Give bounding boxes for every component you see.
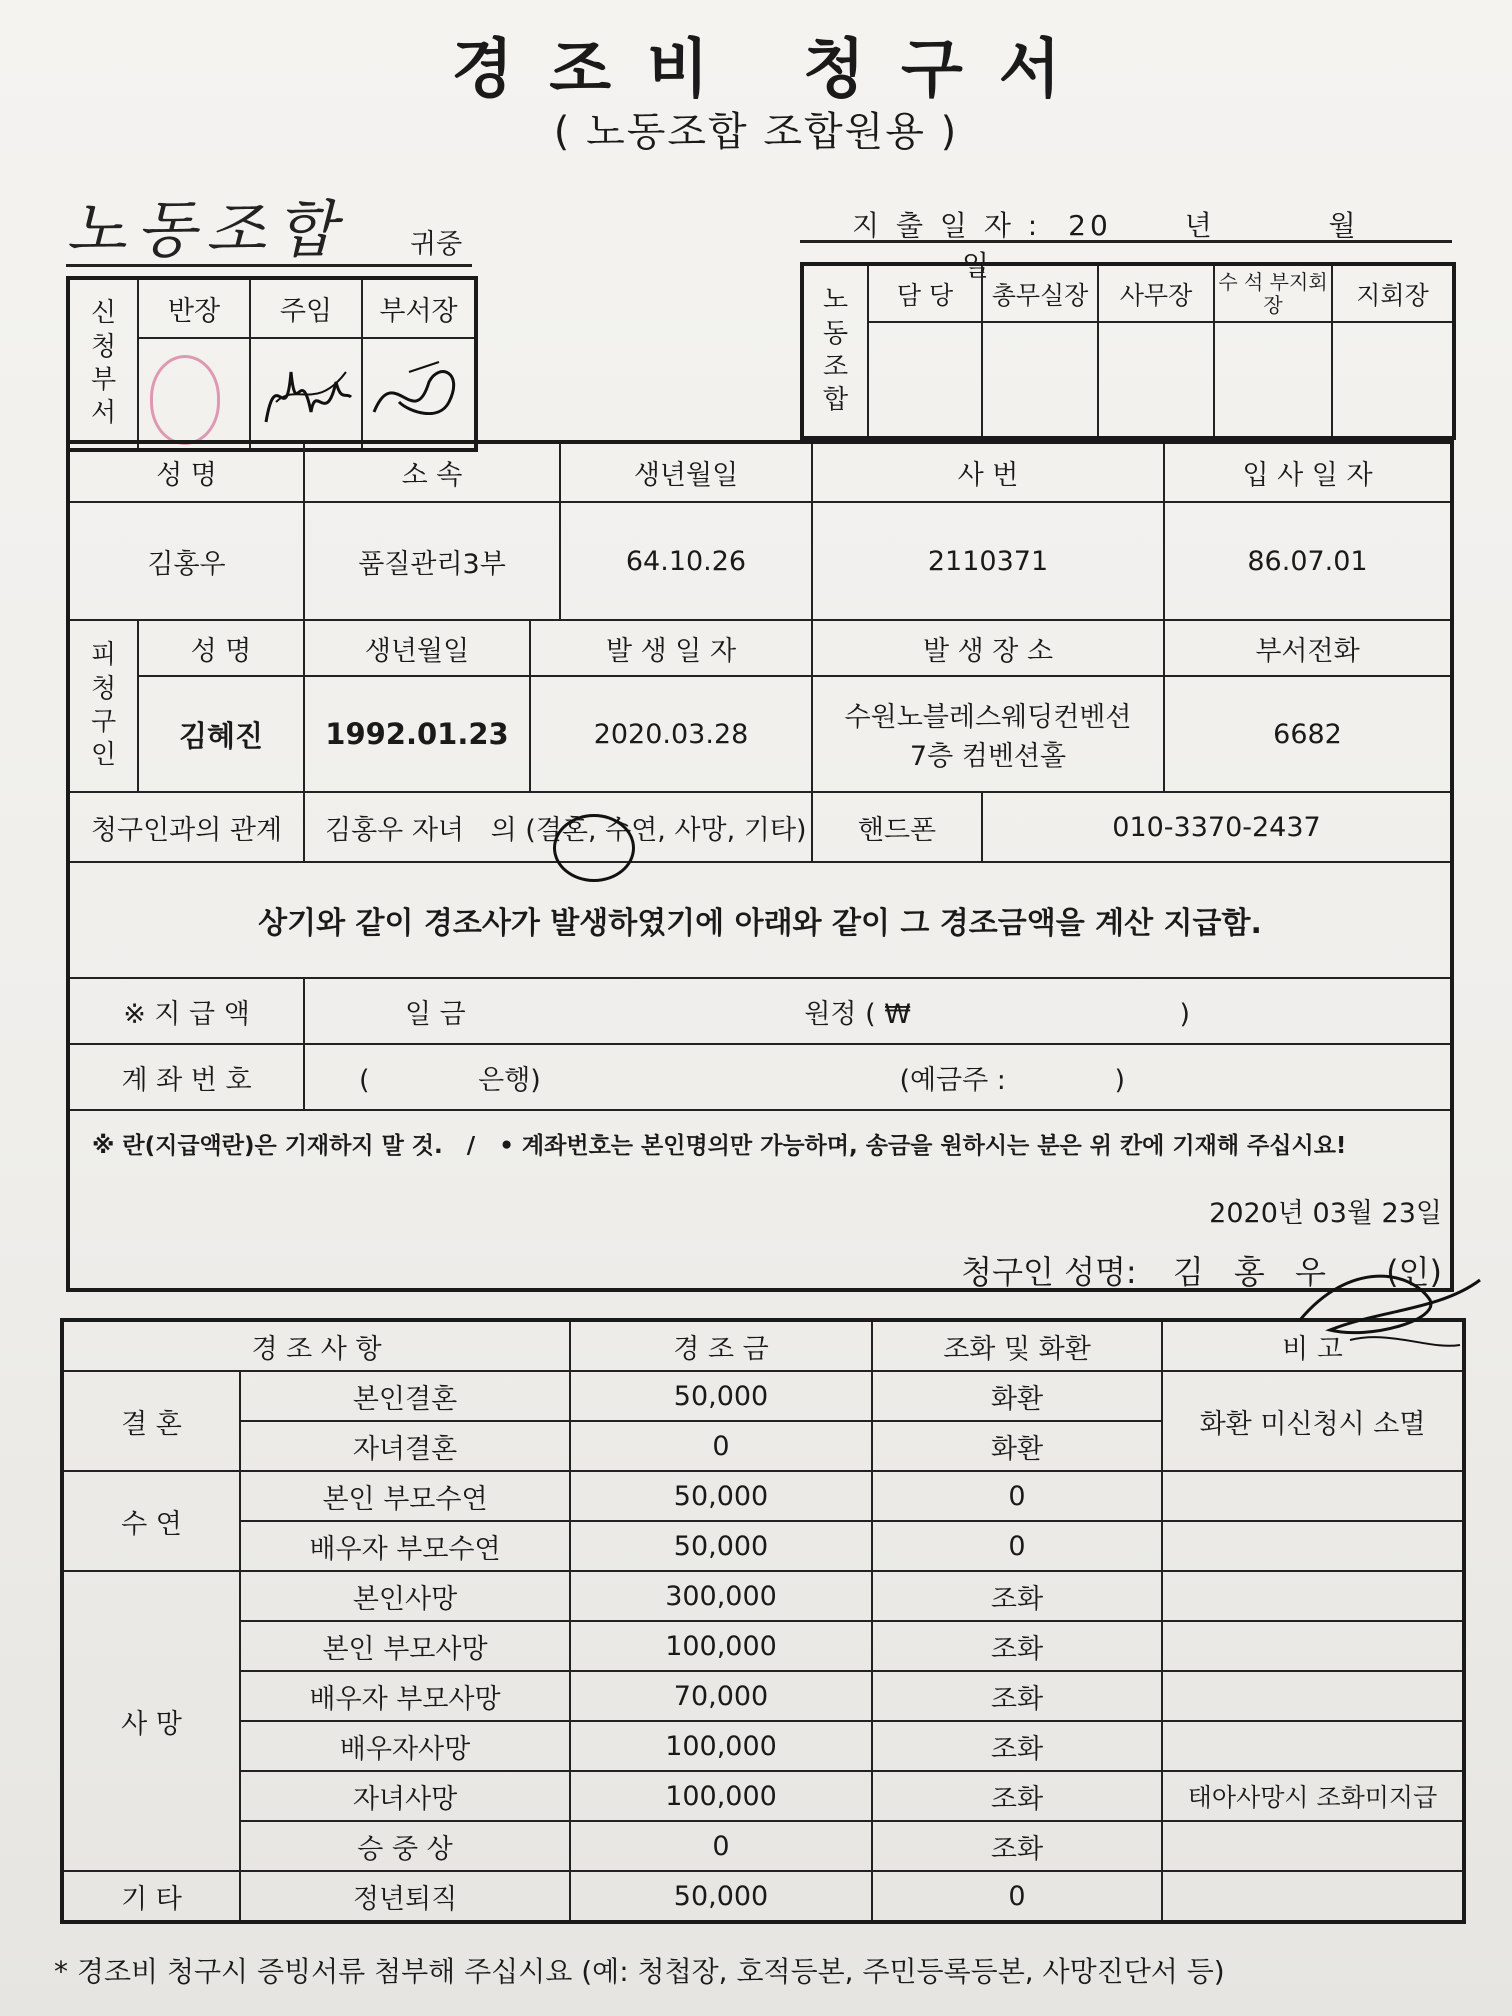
target-header-birth: 생년월일: [304, 620, 530, 676]
benefit-header-note: 비 고: [1162, 1320, 1464, 1371]
approval-col-3: 사무장: [1098, 264, 1214, 322]
claimant-seal: (인): [1386, 1253, 1442, 1290]
claimant-signature-scribble-icon: [1290, 1250, 1490, 1370]
payment-label: ※ 지 급 액: [68, 978, 304, 1044]
benefit-flower: 조화: [872, 1571, 1162, 1621]
selection-circle-icon: [553, 814, 635, 882]
apply-sign-3[interactable]: [362, 338, 476, 450]
account-bank-open: (: [359, 1064, 370, 1096]
benefit-note-marriage: 화환 미신청시 소멸: [1162, 1371, 1464, 1471]
benefit-amount: 100,000: [570, 1771, 872, 1821]
benefit-header-flower: 조화 및 화환: [872, 1320, 1162, 1371]
benefit-amount: 0: [570, 1821, 872, 1871]
apply-col-2: 주임: [250, 278, 362, 338]
signature-squiggle-icon: [256, 342, 356, 442]
applicant-header-joindate: 입 사 일 자: [1164, 442, 1452, 502]
target-event-date[interactable]: 2020.03.28: [530, 676, 812, 792]
payout-date-label: 지 출 일 자 :: [852, 209, 1042, 242]
target-header-name: 성 명: [138, 620, 304, 676]
benefit-note: [1162, 1471, 1464, 1521]
benefit-item: 본인결혼: [240, 1371, 570, 1421]
claim-date: 2020년 03월 23일: [1209, 1198, 1442, 1229]
payment-ilgeum: 일 금: [405, 998, 466, 1030]
apply-col-1: 반장: [138, 278, 250, 338]
benefit-header-item: 경 조 사 항: [62, 1320, 570, 1371]
recipient-handwritten: 노동조합: [66, 193, 346, 266]
approval-col-5: 지회장: [1332, 264, 1454, 322]
payout-date-year: 20: [1068, 209, 1112, 242]
applicant-join-date[interactable]: 86.07.01: [1164, 502, 1452, 620]
relation-selected: 결혼: [535, 814, 588, 846]
payout-date-year-unit: 년: [1184, 209, 1216, 242]
benefit-amount: 300,000: [570, 1571, 872, 1621]
target-header-date: 발 생 일 자: [530, 620, 812, 676]
benefit-flower: 조화: [872, 1721, 1162, 1771]
account-holder-close: ): [1114, 1064, 1126, 1096]
apply-dept-table: [66, 276, 478, 452]
relation-rest: , 수연, 사망, 기타): [587, 814, 807, 846]
benefit-amount: 50,000: [570, 1371, 872, 1421]
benefit-flower: 조화: [872, 1821, 1162, 1871]
benefit-category-death: 사 망: [62, 1571, 240, 1871]
account-bank: 은행): [478, 1064, 541, 1096]
target-birth[interactable]: 1992.01.23: [304, 676, 530, 792]
benefit-item: 본인 부모수연: [240, 1471, 570, 1521]
benefit-item: 배우자 부모사망: [240, 1671, 570, 1721]
benefit-category-other: 기 타: [62, 1871, 240, 1922]
benefit-amount: 100,000: [570, 1621, 872, 1671]
benefit-note: [1162, 1871, 1464, 1922]
relation-prefix: 김홍우 자녀: [325, 814, 464, 846]
benefit-table: [60, 1318, 1466, 1924]
benefit-note: [1162, 1821, 1464, 1871]
target-place-line1: 수원노블레스웨딩컨벤션: [844, 702, 1132, 733]
approval-col-4: 수 석 부지회장: [1214, 264, 1332, 322]
recipient-suffix: 귀중: [410, 229, 463, 260]
approval-sign-2[interactable]: [982, 322, 1098, 438]
benefit-flower: 0: [872, 1471, 1162, 1521]
approval-sign-4[interactable]: [1214, 322, 1332, 438]
benefit-flower: 조화: [872, 1621, 1162, 1671]
instructions-block: [68, 1110, 1452, 1290]
apply-sign-2[interactable]: [250, 338, 362, 450]
benefit-item: 정년퇴직: [240, 1871, 570, 1922]
applicant-emp-no[interactable]: 2110371: [812, 502, 1164, 620]
apply-dept-label: 신 청 부 서: [68, 278, 138, 450]
relation-label: 청구인과의 관계: [68, 792, 304, 862]
instructions-text: ※ 란(지급액란)은 기재하지 말 것. / • 계좌번호는 본인명의만 가능하며, 송금을 원하시는 분은 위 칸에 기재해 주십시요!: [92, 1133, 1347, 1159]
footnote: * 경조비 청구시 증빙서류 첨부해 주십시요 (예: 청첩장, 호적등본, 주민등록등본, 사망진단서 등): [54, 1955, 1225, 1988]
benefit-header-amount: 경 조 금: [570, 1320, 872, 1371]
benefit-note: [1162, 1521, 1464, 1571]
applicant-header-empno: 사 번: [812, 442, 1164, 502]
benefit-item: 본인 부모사망: [240, 1621, 570, 1671]
signature-loop-icon: [369, 342, 469, 442]
claimant-name: 김 홍 우: [1172, 1253, 1336, 1290]
applicant-name[interactable]: 김홍우: [68, 502, 304, 620]
benefit-flower: 화환: [872, 1371, 1162, 1421]
approval-sign-1[interactable]: [868, 322, 982, 438]
applicant-department[interactable]: 품질관리3부: [304, 502, 560, 620]
benefit-item: 본인사망: [240, 1571, 570, 1621]
benefit-item: 자녀사망: [240, 1771, 570, 1821]
applicant-header-birth: 생년월일: [560, 442, 812, 502]
target-place-line2: 7층 컴벤션홀: [909, 741, 1067, 772]
account-field[interactable]: [304, 1044, 1452, 1110]
benefit-note: [1162, 1571, 1464, 1621]
benefit-flower: 화환: [872, 1421, 1162, 1471]
benefit-amount: 50,000: [570, 1521, 872, 1571]
target-name[interactable]: 김혜진: [138, 676, 304, 792]
benefit-item: 자녀결혼: [240, 1421, 570, 1471]
statement-text: 상기와 같이 경조사가 발생하였기에 아래와 같이 그 경조금액을 계산 지급함.: [68, 862, 1452, 978]
approval-sign-5[interactable]: [1332, 322, 1454, 438]
payment-wonjeong: 원정 ( ₩: [804, 998, 911, 1030]
target-place[interactable]: [812, 676, 1164, 792]
benefit-flower: 조화: [872, 1771, 1162, 1821]
document-subtitle: ( 노동조합 조합원용 ): [553, 109, 959, 155]
mobile-label: 핸드폰: [812, 792, 982, 862]
benefit-amount: 0: [570, 1421, 872, 1471]
union-label: 노 동 조 합: [802, 264, 868, 438]
benefit-note: [1162, 1621, 1464, 1671]
benefit-item: 배우자사망: [240, 1721, 570, 1771]
benefit-category-marriage: 결 혼: [62, 1371, 240, 1471]
mobile-phone[interactable]: 010-3370-2437: [982, 792, 1452, 862]
benefit-note: [1162, 1721, 1464, 1771]
payout-date-day-unit: 일: [962, 249, 994, 282]
benefit-flower: 조화: [872, 1671, 1162, 1721]
applicant-birth[interactable]: 64.10.26: [560, 502, 812, 620]
approval-sign-3[interactable]: [1098, 322, 1214, 438]
approval-col-1: 담 당: [868, 264, 982, 322]
payout-date-month-unit: 월: [1328, 209, 1360, 242]
benefit-note: [1162, 1671, 1464, 1721]
benefit-amount: 50,000: [570, 1471, 872, 1521]
benefit-item: 배우자 부모수연: [240, 1521, 570, 1571]
benefit-amount: 50,000: [570, 1871, 872, 1922]
recipient-underline: [66, 264, 472, 267]
benefit-flower: 0: [872, 1871, 1162, 1922]
benefit-amount: 70,000: [570, 1671, 872, 1721]
account-label: 계 좌 번 호: [68, 1044, 304, 1110]
payment-field[interactable]: [304, 978, 1452, 1044]
benefit-item: 승 중 상: [240, 1821, 570, 1871]
claim-form-table: [66, 440, 1454, 1292]
approval-col-2: 총무실장: [982, 264, 1098, 322]
applicant-header-dept: 소 속: [304, 442, 560, 502]
target-header-place: 발 생 장 소: [812, 620, 1164, 676]
benefit-note-child-death: 태아사망시 조화미지급: [1162, 1771, 1464, 1821]
benefit-flower: 0: [872, 1521, 1162, 1571]
relation-mid: 의 (: [490, 814, 536, 846]
payment-close: ): [1179, 998, 1191, 1030]
union-approval-table: [800, 262, 1456, 440]
benefit-category-longevity: 수 연: [62, 1471, 240, 1571]
apply-col-3: 부서장: [362, 278, 476, 338]
applicant-header-name: 성 명: [68, 442, 304, 502]
document-title: 경조비 청구서: [451, 33, 1097, 107]
red-seal-stamp-icon: [150, 355, 220, 445]
claimant-label: 청구인 성명:: [961, 1253, 1137, 1290]
account-holder: (예금주 :: [899, 1064, 1006, 1096]
benefit-amount: 100,000: [570, 1721, 872, 1771]
target-dept-phone[interactable]: 6682: [1164, 676, 1452, 792]
payout-date-underline: [800, 240, 1452, 243]
target-label: 피 청 구 인: [68, 620, 138, 792]
target-header-phone: 부서전화: [1164, 620, 1452, 676]
